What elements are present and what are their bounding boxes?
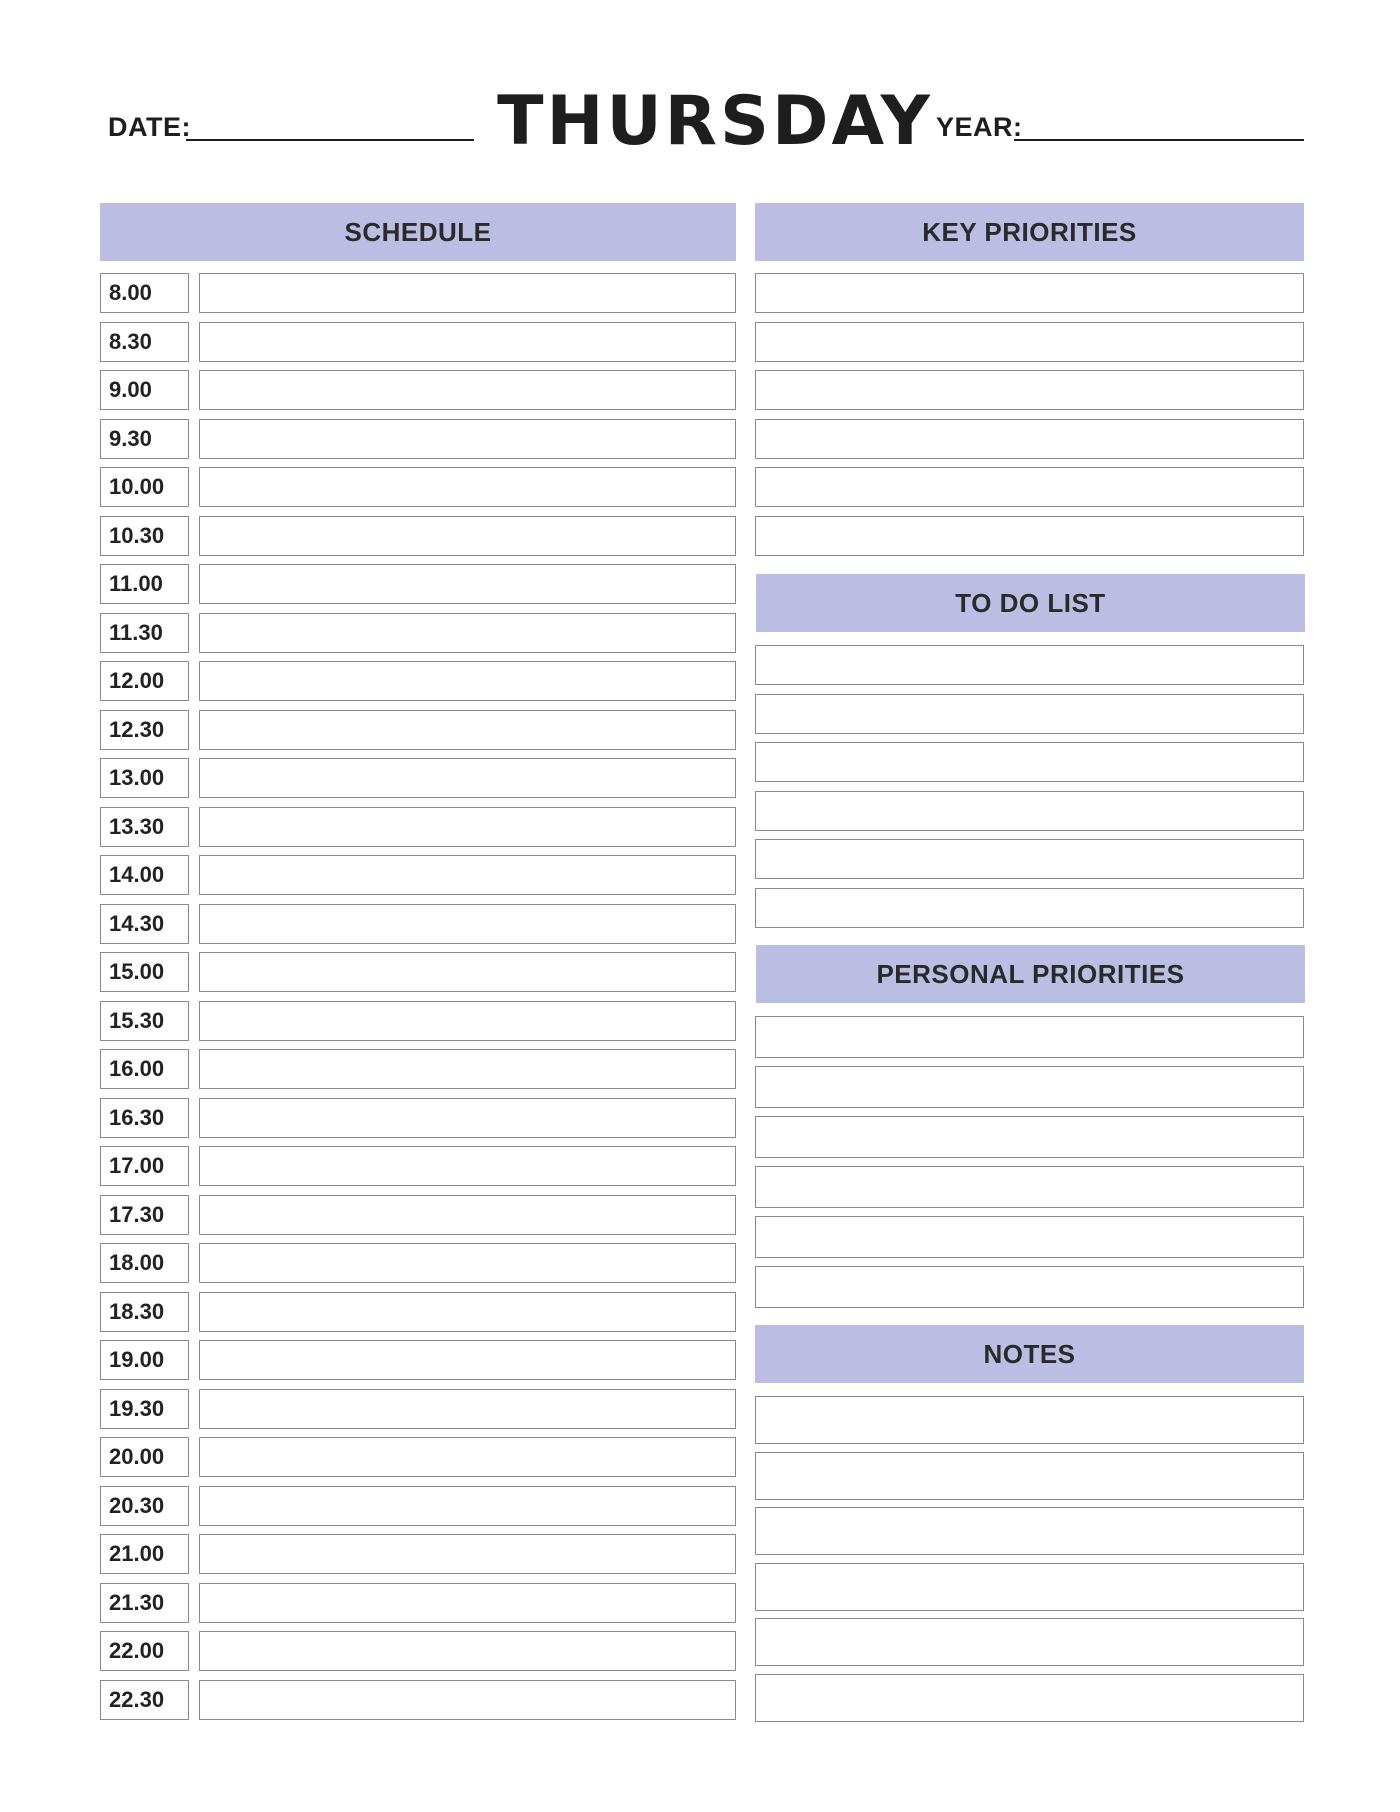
schedule-time: 16.00 [100, 1049, 189, 1089]
to-do-list-header: TO DO LIST [756, 574, 1305, 632]
schedule-time: 22.00 [100, 1631, 189, 1671]
schedule-row [100, 1680, 736, 1729]
schedule-row [100, 952, 736, 1001]
schedule-row [100, 1534, 736, 1583]
schedule-entry-field[interactable] [199, 1631, 736, 1671]
to-do-field[interactable] [755, 645, 1304, 685]
schedule-time: 21.00 [100, 1534, 189, 1574]
schedule-time: 8.30 [100, 322, 189, 362]
schedule-row [100, 564, 736, 613]
notes-header: NOTES [755, 1325, 1304, 1383]
schedule-row [100, 1049, 736, 1098]
schedule-entry-field[interactable] [199, 758, 736, 798]
year-line[interactable] [1014, 139, 1304, 141]
notes-field[interactable] [755, 1674, 1304, 1722]
schedule-time: 17.00 [100, 1146, 189, 1186]
schedule-entry-field[interactable] [199, 613, 736, 653]
schedule-entry-field[interactable] [199, 952, 736, 992]
schedule-entry-field[interactable] [199, 1146, 736, 1186]
schedule-row [100, 1292, 736, 1341]
notes-field[interactable] [755, 1452, 1304, 1500]
schedule-time: 18.30 [100, 1292, 189, 1332]
schedule-entry-field[interactable] [199, 419, 736, 459]
to-do-list [755, 645, 1304, 929]
schedule-entry-field[interactable] [199, 564, 736, 604]
personal-priority-field[interactable] [755, 1266, 1304, 1308]
schedule-header: SCHEDULE [100, 203, 736, 261]
schedule-entry-field[interactable] [199, 904, 736, 944]
schedule-row [100, 807, 736, 856]
schedule-list [100, 273, 736, 1728]
schedule-time: 18.00 [100, 1243, 189, 1283]
notes-list [755, 1396, 1304, 1724]
schedule-entry-field[interactable] [199, 1292, 736, 1332]
schedule-row [100, 855, 736, 904]
date-label: DATE: [108, 112, 191, 142]
schedule-row [100, 1340, 736, 1389]
personal-priority-field[interactable] [755, 1116, 1304, 1158]
schedule-time: 16.30 [100, 1098, 189, 1138]
schedule-row [100, 419, 736, 468]
personal-priority-field[interactable] [755, 1066, 1304, 1108]
personal-priority-field[interactable] [755, 1016, 1304, 1058]
schedule-row [100, 1146, 736, 1195]
schedule-entry-field[interactable] [199, 807, 736, 847]
schedule-time: 13.30 [100, 807, 189, 847]
to-do-field[interactable] [755, 888, 1304, 928]
schedule-time: 11.30 [100, 613, 189, 653]
schedule-time: 15.00 [100, 952, 189, 992]
schedule-time: 12.00 [100, 661, 189, 701]
schedule-entry-field[interactable] [199, 322, 736, 362]
schedule-row [100, 322, 736, 371]
schedule-entry-field[interactable] [199, 1340, 736, 1380]
schedule-entry-field[interactable] [199, 1001, 736, 1041]
schedule-row [100, 273, 736, 322]
schedule-entry-field[interactable] [199, 710, 736, 750]
schedule-entry-field[interactable] [199, 1486, 736, 1526]
schedule-entry-field[interactable] [199, 273, 736, 313]
schedule-time: 8.00 [100, 273, 189, 313]
schedule-entry-field[interactable] [199, 1583, 736, 1623]
schedule-row [100, 467, 736, 516]
schedule-time: 9.00 [100, 370, 189, 410]
schedule-entry-field[interactable] [199, 467, 736, 507]
schedule-row [100, 1098, 736, 1147]
schedule-entry-field[interactable] [199, 370, 736, 410]
key-priority-field[interactable] [755, 419, 1304, 459]
notes-field[interactable] [755, 1507, 1304, 1555]
schedule-time: 10.30 [100, 516, 189, 556]
schedule-time: 17.30 [100, 1195, 189, 1235]
schedule-row [100, 1486, 736, 1535]
schedule-time: 22.30 [100, 1680, 189, 1720]
schedule-row [100, 661, 736, 710]
schedule-entry-field[interactable] [199, 855, 736, 895]
schedule-row [100, 1583, 736, 1632]
to-do-field[interactable] [755, 694, 1304, 734]
to-do-field[interactable] [755, 839, 1304, 879]
key-priority-field[interactable] [755, 370, 1304, 410]
schedule-time: 19.30 [100, 1389, 189, 1429]
personal-priorities-header: PERSONAL PRIORITIES [756, 945, 1305, 1003]
notes-field[interactable] [755, 1396, 1304, 1444]
schedule-time: 10.00 [100, 467, 189, 507]
schedule-entry-field[interactable] [199, 661, 736, 701]
schedule-entry-field[interactable] [199, 1680, 736, 1720]
schedule-row [100, 1389, 736, 1438]
schedule-time: 11.00 [100, 564, 189, 604]
date-line[interactable] [186, 139, 474, 141]
schedule-time: 13.00 [100, 758, 189, 798]
schedule-time: 9.30 [100, 419, 189, 459]
schedule-row [100, 1243, 736, 1292]
schedule-time: 20.00 [100, 1437, 189, 1477]
schedule-entry-field[interactable] [199, 1534, 736, 1574]
schedule-row [100, 1001, 736, 1050]
schedule-time: 21.30 [100, 1583, 189, 1623]
schedule-row [100, 1631, 736, 1680]
schedule-row [100, 710, 736, 759]
schedule-entry-field[interactable] [199, 516, 736, 556]
schedule-time: 14.00 [100, 855, 189, 895]
schedule-row [100, 613, 736, 662]
schedule-row [100, 1437, 736, 1486]
schedule-row [100, 1195, 736, 1244]
schedule-entry-field[interactable] [199, 1195, 736, 1235]
personal-priority-field[interactable] [755, 1216, 1304, 1258]
schedule-entry-field[interactable] [199, 1098, 736, 1138]
schedule-entry-field[interactable] [199, 1049, 736, 1089]
page-header [0, 0, 1400, 170]
schedule-row [100, 370, 736, 419]
key-priorities-list [755, 273, 1304, 557]
key-priority-field[interactable] [755, 467, 1304, 507]
to-do-field[interactable] [755, 742, 1304, 782]
schedule-time: 14.30 [100, 904, 189, 944]
personal-priorities-list [755, 1016, 1304, 1314]
to-do-field[interactable] [755, 791, 1304, 831]
schedule-time: 15.30 [100, 1001, 189, 1041]
schedule-entry-field[interactable] [199, 1243, 736, 1283]
personal-priority-field[interactable] [755, 1166, 1304, 1208]
schedule-time: 19.00 [100, 1340, 189, 1380]
schedule-entry-field[interactable] [199, 1437, 736, 1477]
schedule-time: 12.30 [100, 710, 189, 750]
key-priority-field[interactable] [755, 322, 1304, 362]
day-title: THURSDAY [497, 82, 933, 161]
key-priority-field[interactable] [755, 273, 1304, 313]
schedule-time: 20.30 [100, 1486, 189, 1526]
key-priorities-header: KEY PRIORITIES [755, 203, 1304, 261]
schedule-row [100, 758, 736, 807]
year-label: YEAR: [936, 112, 1023, 142]
notes-field[interactable] [755, 1618, 1304, 1666]
schedule-row [100, 516, 736, 565]
schedule-row [100, 904, 736, 953]
schedule-entry-field[interactable] [199, 1389, 736, 1429]
key-priority-field[interactable] [755, 516, 1304, 556]
notes-field[interactable] [755, 1563, 1304, 1611]
